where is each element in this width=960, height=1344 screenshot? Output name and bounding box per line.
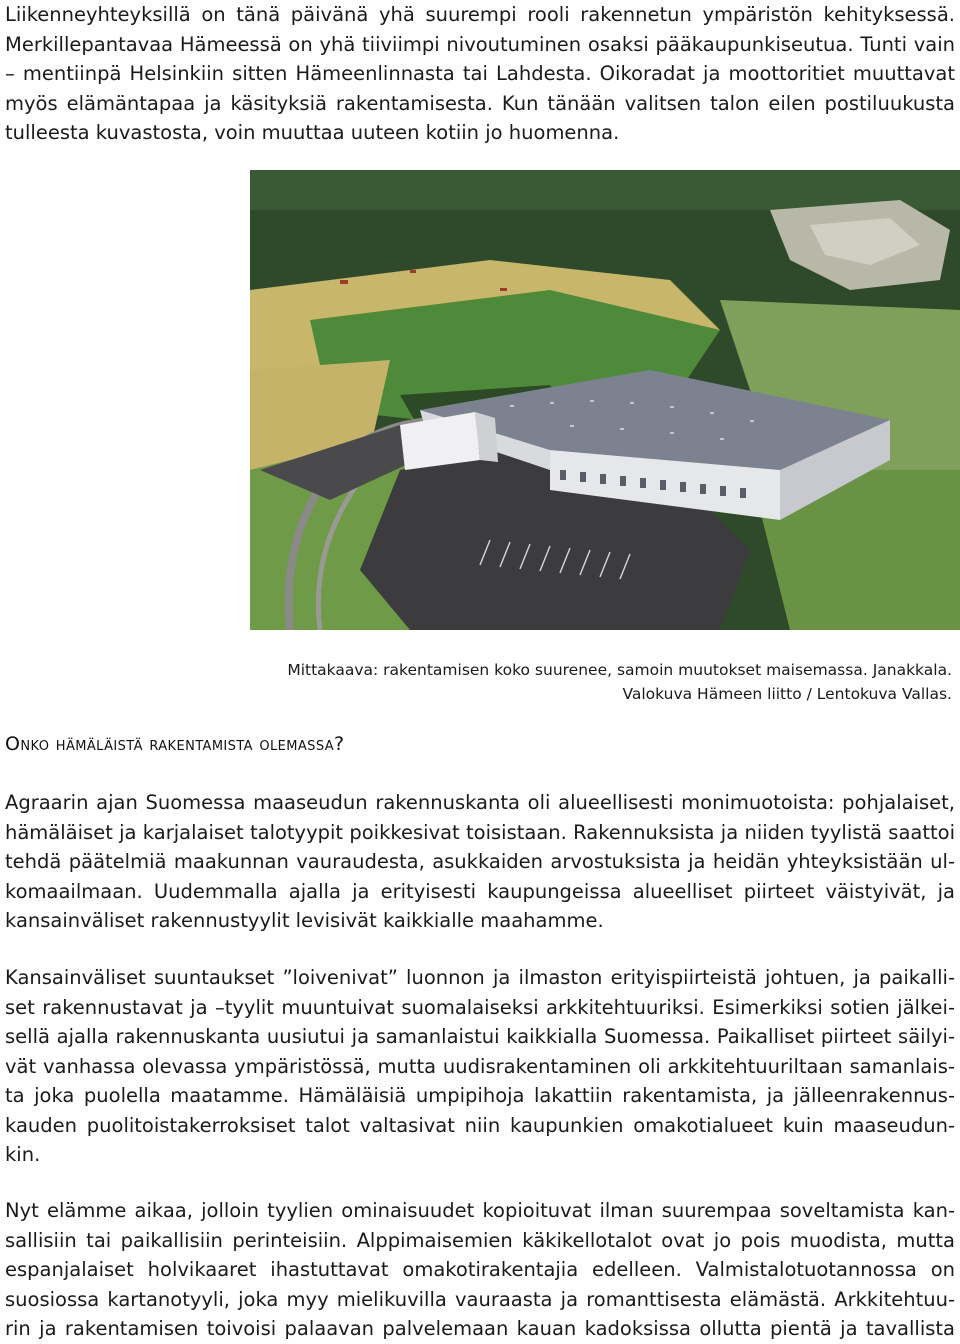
intro-paragraph bbox=[5, 0, 955, 148]
text-line: Nyt elämme aikaa, jolloin tyylien ominaisuudet kopioituvat ilman suurempaa soveltamista kan- bbox=[5, 1199, 955, 1222]
text-line: ta joka puolella maatamme. Hämäläisiä umpipihoja lakattiin rakentamista, ja jälleenrakennus- bbox=[5, 1084, 955, 1107]
text-line: – mentiinpä Helsinkiin sitten Hämeenlinnasta tai Lahdesta. Oikoradat ja moottoritiet muuttavat bbox=[5, 62, 955, 85]
caption-line: Mittakaava: rakentamisen koko suurenee, samoin muutokset maisemassa. Janakkala. bbox=[287, 661, 952, 679]
text-line: myös elämäntapaa ja käsityksiä rakentamisesta. Kun tänään valitsen talon eilen postiluukusta bbox=[5, 91, 955, 115]
text-line: tehdä päätelmiä maakunnan vauraudesta, asukkaiden arvostuksista ja heidän yhteyksistään ul- bbox=[5, 850, 955, 873]
text-line: vät vanhassa olevassa ympäristössä, mutta uudisrakentaminen oli arkkitehtuuriltaan samanlais- bbox=[5, 1054, 955, 1078]
text-line: Agraarin ajan Suomessa maaseudun rakennuskanta oli alueellisesti monimuotoista: pohjalaiset, bbox=[5, 791, 955, 814]
text-line: sallisiin tai paikallisiin perinteisiin. Alppimaisemien käkikellotalot ovat jo pois muodista, mutta bbox=[5, 1228, 955, 1252]
text-line: espanjalaiset holvikaaret ihastuttavat omakotirakentajia edelleen. Valmistalotuotannossa on bbox=[5, 1258, 955, 1281]
text-line: Merkillepantavaa Hämeessä on yhä tiiviimpi nivoutuminen osaksi pääkaupunkiseutua. Tunti vain bbox=[5, 32, 955, 56]
body-paragraph bbox=[5, 788, 955, 936]
photo-caption bbox=[252, 658, 952, 706]
aerial-photo bbox=[250, 170, 960, 630]
text-line: suosiossa kartanotyyli, joka myy mielikuvilla vauraasta ja romanttisesta elämästä. Arkkitehtuu- bbox=[5, 1287, 955, 1311]
body-paragraph bbox=[5, 1196, 955, 1344]
caption-line: Valokuva Hämeen liitto / Lentokuva Vallas. bbox=[622, 685, 952, 703]
text-line: Kansainväliset suuntaukset ”loivenivat” luonnon ja ilmaston erityispiirteistä johtuen, ja paikalli- bbox=[5, 966, 955, 989]
text-line: set rakennustavat ja –tyylit muuntuivat suomalaiseksi arkkitehtuuriksi. Esimerkiksi sotien jälkei- bbox=[5, 995, 955, 1019]
text-line: komaailmaan. Uudemmalla ajalla ja erityisesti kaupungeissa alueelliset piirteet väistyivät, ja bbox=[5, 879, 955, 903]
text-line: Liikenneyhteyksillä on tänä päivänä yhä suurempi rooli rakennetun ympäristön kehityksessä. bbox=[5, 3, 955, 26]
text-line: hämäläiset ja karjalaiset talotyypit poikkesivat toisistaan. Rakennuksista ja niiden tyylistä saattoi bbox=[5, 820, 955, 844]
text-line: tulleesta kuvastosta, voin muuttaa uuteen kotiin jo huomenna. bbox=[5, 121, 620, 144]
text-line: sellä ajalla rakennuskanta uusiutui ja samanlaistui kaikkialla Suomessa. Paikalliset piirteet säilyi- bbox=[5, 1025, 955, 1048]
section-heading: Onko hämäläistä rakentamista olemassa? bbox=[5, 733, 345, 755]
text-line: kin. bbox=[5, 1143, 41, 1166]
text-line: kansainväliset rakennustyylit levisivät kaikkialle maahamme. bbox=[5, 909, 604, 932]
body-paragraph bbox=[5, 963, 955, 1170]
text-line: rin ja rakentamisen toivoisi palaavan palvelemaan kauan kadoksissa ollutta pientä ja tavallista bbox=[5, 1317, 955, 1340]
text-line: kauden puolitoistakerroksiset talot valtasivat niin kaupunkien omakotialueet kuin maaseudun- bbox=[5, 1113, 955, 1137]
